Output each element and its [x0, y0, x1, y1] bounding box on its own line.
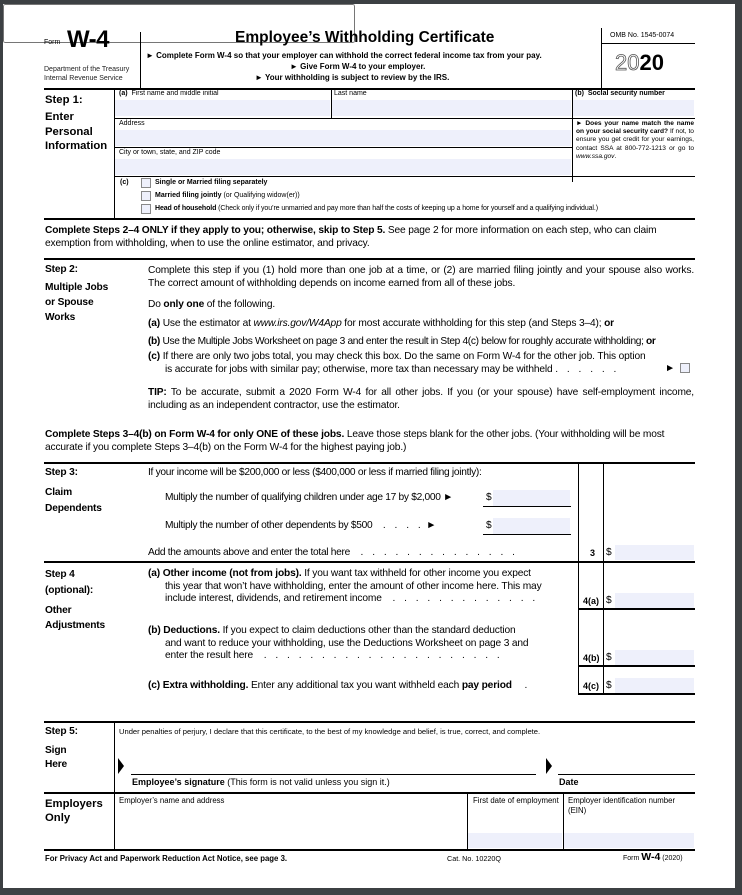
last-name-label: Last name — [334, 90, 367, 97]
step2-option-b: (b) Use the Multiple Jobs Worksheet on page 3 and enter the result in Step 4(c) below for roughly accurate withholding; or — [148, 336, 656, 347]
signature-label: Employee’s signature (This form is not valid unless you sign it.) — [132, 777, 390, 787]
other-dependents-label: Multiply the number of other dependents by $500 . . . . ► — [165, 520, 437, 531]
extra-withholding-input[interactable] — [615, 678, 694, 693]
deductions-input[interactable] — [615, 650, 694, 665]
irs-estimator-link[interactable]: www.irs.gov/W4App — [253, 318, 342, 329]
privacy-notice: For Privacy Act and Paperwork Reduction Act Notice, see page 3. — [45, 854, 288, 863]
step4-title: Step 4 (optional): — [45, 569, 94, 596]
steps-3-4b-notice: Complete Steps 3–4(b) on Form W-4 for only ONE of these jobs. Leave those steps blank for the other jobs. (Your withholding will be most accurate if you complete Steps 3–4(b) on the Form W-4 for the highest paying job.) — [45, 429, 665, 453]
first-date-employment-input[interactable] — [468, 833, 562, 848]
ssn-label: (b) Social security number — [575, 90, 665, 97]
employee-signature-field[interactable] — [131, 758, 536, 774]
step4c-dollar: $ — [606, 680, 612, 691]
address-label: Address — [119, 120, 145, 127]
filing-married-jointly-label: Married filing jointly (or Qualifying widow(er)) — [155, 192, 300, 199]
first-name-input[interactable] — [115, 100, 330, 116]
employer-name-label: Employer’s name and address — [119, 796, 225, 805]
step2-two-jobs-checkbox[interactable] — [680, 363, 690, 373]
tax-year-outline: 20 — [615, 50, 640, 75]
address-input[interactable] — [115, 130, 571, 146]
footer-form-id: Form W-4 (2020) — [623, 851, 683, 863]
filing-married-jointly-checkbox[interactable] — [141, 191, 151, 201]
ssn-match-note: ► Does your name match the name on your social security card? If not, to ensure you get credit for your earnings, contact SSA at 800-772-1213 or go to www.ssa.gov. — [576, 120, 694, 160]
ssn-input[interactable] — [573, 100, 694, 116]
header-instruction-3: ► Your withholding is subject to review by the IRS. — [255, 73, 450, 82]
step3-total-dollar: $ — [606, 547, 612, 558]
step3-intro: If your income will be $200,000 or less ($400,000 or less if married filing jointly): — [148, 467, 482, 478]
date-arrow-icon — [546, 758, 552, 774]
step2-intro: Complete this step if you (1) hold more than one job at a time, or (2) are married filing jointly and your spouse also works. The correct amount of withholding depends on income earned from all of these jobs. — [148, 265, 694, 289]
city-label: City or town, state, and ZIP code — [119, 149, 221, 156]
catalog-number: Cat. No. 10220Q — [447, 854, 501, 863]
children-dollar: $ — [486, 492, 492, 503]
step3-title: Step 3: — [45, 467, 78, 478]
step2-subtitle: Multiple Jobs or Spouse Works — [45, 282, 109, 323]
ein-label: Employer identification number (EIN) — [568, 796, 676, 815]
step2-tip: TIP: To be accurate, submit a 2020 Form W-4 for all other jobs. If you (or your spouse) have self-employment income, including as an independent contractor, use the estimator. — [148, 387, 694, 411]
step2-do-only-one: Do only one of the following. — [148, 299, 276, 310]
filing-status-letter: (c) — [120, 179, 129, 186]
first-date-label: First date of employment — [473, 796, 559, 805]
step4b-dollar: $ — [606, 652, 612, 663]
step2-option-c-line2: is accurate for jobs with similar pay; otherwise, more tax than necessary may be withheld . . . . . . — [165, 364, 620, 375]
step1-subtitle: Enter Personal Information — [45, 111, 108, 152]
ssa-link[interactable]: www.ssa.gov — [576, 152, 615, 160]
step4c-line-number: 4(c) — [583, 681, 600, 691]
form-label: Form — [44, 39, 61, 46]
filing-head-household-label: Head of household (Check only if you’re unmarried and pay more than half the costs of keeping up a home for yourself and a qualifying individual.) — [155, 205, 598, 212]
step4a-dollar: $ — [606, 595, 612, 606]
step3-line-number: 3 — [590, 548, 596, 558]
city-state-zip-input[interactable] — [115, 159, 571, 175]
date-label: Date — [559, 777, 579, 787]
filing-head-household-checkbox[interactable] — [141, 204, 151, 214]
step3-total-input[interactable] — [615, 545, 694, 560]
step4a-text: (a) Other income (not from jobs). If you want tax withheld for other income you expect this year that won’t have withholding, enter the amount of other income here. This may include interest, dividends, and retirement income . . . . . . . . . . . . . — [148, 568, 542, 604]
children-label: Multiply the number of qualifying children under age 17 by $2,000 ► — [165, 492, 453, 503]
filing-single-label: Single or Married filing separately — [155, 179, 268, 186]
employers-only-title: Employers Only — [45, 798, 103, 824]
step3-total-label: Add the amounts above and enter the total here . . . . . . . . . . . . . . — [148, 547, 518, 558]
other-income-input[interactable] — [615, 593, 694, 608]
steps-2-4-notice: Complete Steps 2–4 ONLY if they apply to you; otherwise, skip to Step 5. See page 2 for more information on each step, who can claim exemption from withholding, when to use the online estimator, and privacy. — [45, 225, 657, 249]
form-number: W-4 — [67, 26, 110, 53]
step2-c-arrow-icon: ► — [665, 363, 675, 374]
ein-input[interactable] — [564, 833, 694, 848]
step4b-text: (b) Deductions. If you expect to claim deductions other than the standard deduction and want to reduce your withholding, use the Deductions Worksheet on page 3 and enter the result here . . . . . . . . . . . . . . . . . . . . . — [148, 625, 529, 661]
step2-option-c: (c) If there are only two jobs total, you may check this box. Do the same on Form W-4 for the other job. This option — [148, 351, 646, 362]
form-title: Employee’s Withholding Certificate — [235, 29, 495, 46]
step1-title: Step 1: — [45, 94, 83, 106]
omb-number: OMB No. 1545-0074 — [610, 32, 675, 39]
step3-subtitle: Claim Dependents — [45, 487, 102, 514]
signature-arrow-icon — [118, 758, 124, 774]
step5-subtitle: Sign Here — [45, 745, 68, 770]
other-dependents-amount-input[interactable] — [493, 518, 570, 534]
w4-form-page — [3, 4, 735, 888]
tax-year — [615, 50, 664, 76]
step4c-text: (c) Extra withholding. Enter any additional tax you want withheld each pay period . — [148, 680, 528, 691]
step4b-line-number: 4(b) — [583, 653, 600, 663]
perjury-statement: Under penalties of perjury, I declare that this certificate, to the best of my knowledge and belief, is true, correct, and complete. — [119, 727, 541, 736]
last-name-input[interactable] — [332, 100, 571, 116]
signature-date-field[interactable] — [558, 758, 695, 774]
dept-irs: Internal Revenue Service — [44, 75, 123, 82]
step5-title: Step 5: — [45, 726, 78, 737]
dept-treasury: Department of the Treasury — [44, 66, 130, 73]
first-name-label: (a) First name and middle initial — [119, 90, 219, 97]
step2-title: Step 2: — [45, 264, 78, 275]
filing-single-checkbox[interactable] — [141, 178, 151, 188]
children-amount-input[interactable] — [493, 490, 570, 506]
other-dollar: $ — [486, 520, 492, 531]
step4-subtitle: Other Adjustments — [45, 605, 106, 631]
header-instruction-2: ► Give Form W-4 to your employer. — [290, 62, 426, 71]
tax-year-bold: 20 — [639, 50, 664, 75]
step4a-line-number: 4(a) — [583, 596, 600, 606]
step2-option-a: (a) Use the estimator at www.irs.gov/W4App for most accurate withholding for this step (and Steps 3–4); or — [148, 318, 614, 329]
header-instruction-1: ► Complete Form W-4 so that your employer can withhold the correct federal income tax from your pay. — [146, 51, 542, 60]
